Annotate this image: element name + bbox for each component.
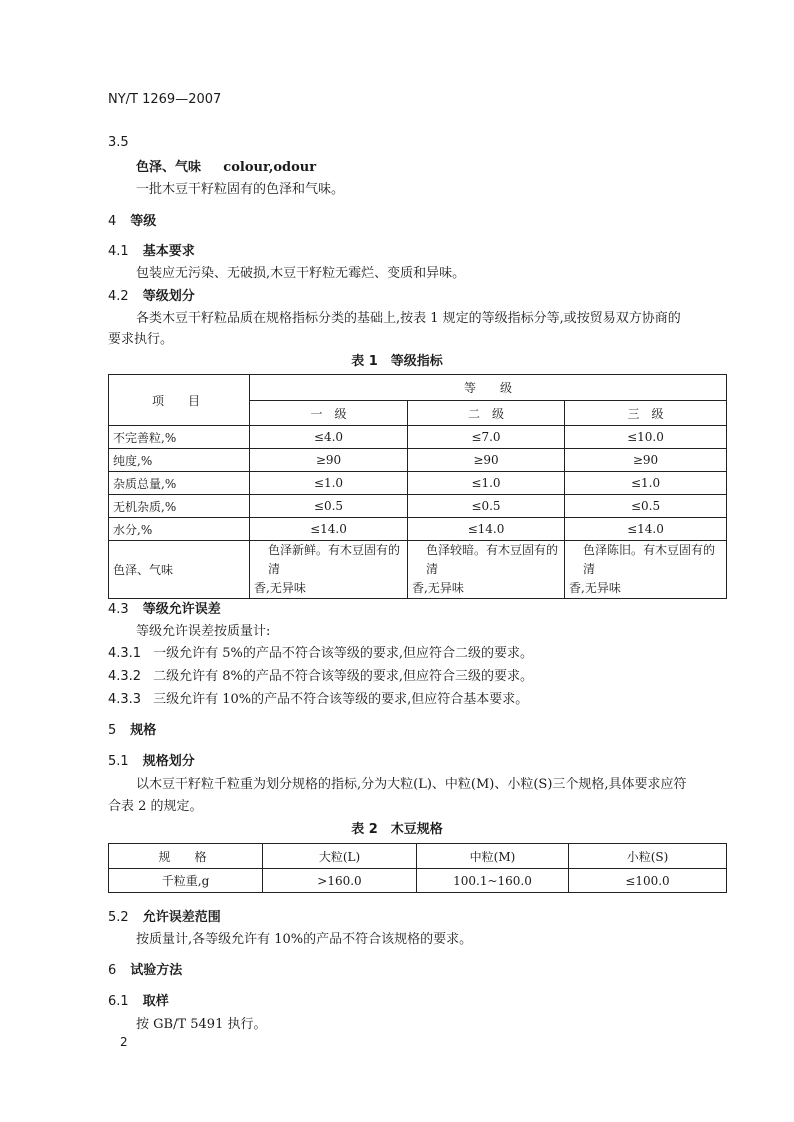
table-row [109, 495, 727, 518]
row-label: 杂质总量,% [109, 472, 250, 495]
cell: ≤1.0 [408, 472, 565, 495]
table2-header-small: 小粒(S) [569, 844, 727, 869]
cell: ≤4.0 [250, 426, 408, 449]
section-heading-4: 4 等级 [108, 214, 157, 229]
section-5-1-text-line2: 合表 2 的规定。 [108, 799, 203, 814]
cell: 色泽新鲜。有木豆固有的清 香,无异味 [250, 541, 408, 599]
section-4-2-text-line2: 要求执行。 [108, 332, 174, 347]
cell: ≤14.0 [250, 518, 408, 541]
term-entry [136, 156, 316, 175]
section-4-1-text: 包装应无污染、无破损,木豆干籽粒无霉烂、变质和异味。 [136, 266, 466, 281]
table2-header-spec: 规 格 [109, 844, 263, 869]
section-heading-6-1: 6.1 取样 [108, 994, 169, 1009]
cell: ≤0.5 [408, 495, 565, 518]
table-row [109, 541, 727, 599]
section-heading-5: 5 规格 [108, 723, 157, 738]
section-4-3-3: 4.3.3 三级允许有 10%的产品不符合该等级的要求,但应符合基本要求。 [108, 692, 529, 707]
cell: ≥90 [408, 449, 565, 472]
term-definition: 一批木豆干籽粒固有的色泽和气味。 [136, 182, 345, 197]
grade-table [108, 374, 727, 599]
section-5-2-text: 按质量计,各等级允许有 10%的产品不符合该规格的要求。 [136, 932, 473, 947]
section-heading-4-1: 4.1 基本要求 [108, 244, 195, 259]
row-label: 纯度,% [109, 449, 250, 472]
cell: 色泽陈旧。有木豆固有的清 香,无异味 [565, 541, 727, 599]
row-label: 无机杂质,% [109, 495, 250, 518]
row-label: 色泽、气味 [109, 541, 250, 599]
page-number: 2 [120, 1035, 128, 1049]
section-6-1-text: 按 GB/T 5491 执行。 [136, 1017, 267, 1032]
cell: ≤0.5 [565, 495, 727, 518]
table1-grade-1: 一 级 [250, 401, 408, 426]
table1-caption: 表 1 等级指标 [351, 354, 443, 369]
standard-code: NY/T 1269—2007 [108, 92, 222, 107]
section-heading-6: 6 试验方法 [108, 963, 183, 978]
cell: ≤0.5 [250, 495, 408, 518]
section-4-3-1: 4.3.1 一级允许有 5%的产品不符合该等级的要求,但应符合二级的要求。 [108, 646, 533, 661]
table2-header-medium: 中粒(M) [417, 844, 569, 869]
row-label: 水分,% [109, 518, 250, 541]
table-row [109, 472, 727, 495]
section-heading-5-1: 5.1 规格划分 [108, 754, 195, 769]
table-row [109, 449, 727, 472]
section-4-2-text-line1: 各类木豆干籽粒品质在规格指标分类的基础上,按表 1 规定的等级指标分等,或按贸易双方协商的 [136, 311, 681, 326]
cell: ≤7.0 [408, 426, 565, 449]
section-number-3-5: 3.5 [108, 135, 129, 150]
section-heading-4-2: 4.2 等级划分 [108, 289, 195, 304]
table1-grade-2: 二 级 [408, 401, 565, 426]
table-row [109, 869, 727, 893]
table2-caption: 表 2 木豆规格 [351, 822, 443, 837]
table-row [109, 518, 727, 541]
cell: ≤14.0 [565, 518, 727, 541]
section-5-1-text-line1: 以木豆干籽粒千粒重为划分规格的指标,分为大粒(L)、中粒(M)、小粒(S)三个规格,具体要求应符 [136, 777, 687, 792]
cell: ≤100.0 [569, 869, 727, 893]
table-row [109, 426, 727, 449]
cell: >160.0 [263, 869, 417, 893]
table1-header-item: 项 目 [109, 375, 250, 426]
term-en: colour,odour [223, 160, 317, 175]
table2-header-large: 大粒(L) [263, 844, 417, 869]
spec-table [108, 843, 727, 893]
cell: 100.1~160.0 [417, 869, 569, 893]
row-label: 不完善粒,% [109, 426, 250, 449]
cell: ≥90 [565, 449, 727, 472]
cell: ≥90 [250, 449, 408, 472]
section-heading-5-2: 5.2 允许误差范围 [108, 910, 221, 925]
section-4-3-text: 等级允许误差按质量计: [136, 624, 271, 639]
section-heading-4-3: 4.3 等级允许误差 [108, 602, 221, 617]
cell: ≤1.0 [565, 472, 727, 495]
cell: ≤1.0 [250, 472, 408, 495]
cell: ≤14.0 [408, 518, 565, 541]
section-4-3-2: 4.3.2 二级允许有 8%的产品不符合该等级的要求,但应符合三级的要求。 [108, 669, 533, 684]
term-zh: 色泽、气味 [136, 160, 202, 175]
table1-grade-3: 三 级 [565, 401, 727, 426]
cell: 色泽较暗。有木豆固有的清 香,无异味 [408, 541, 565, 599]
table1-header-grade: 等 级 [250, 375, 727, 401]
cell: ≤10.0 [565, 426, 727, 449]
row-label: 千粒重,g [109, 869, 263, 893]
